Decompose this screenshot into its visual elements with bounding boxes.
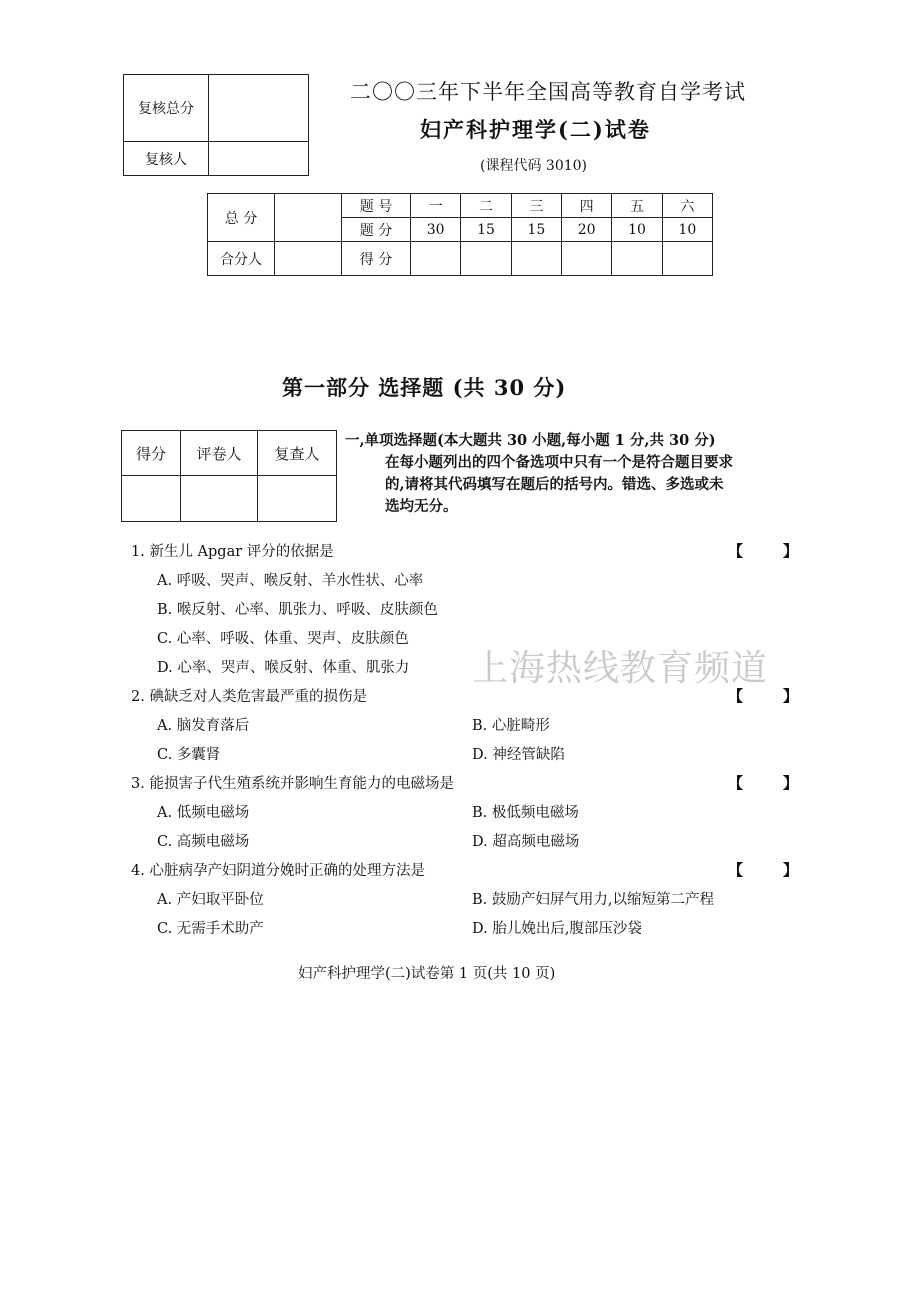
total-cell [275, 194, 342, 242]
score-4 [561, 242, 611, 276]
section-instructions [345, 430, 810, 518]
grader-label: 评卷人 [181, 431, 258, 476]
col-6: 六 [662, 194, 712, 218]
combiner-cell [275, 242, 342, 276]
combiner-label: 合分人 [208, 242, 275, 276]
question-1-stem: 1. 新生儿 Apgar 评分的依据是 [131, 544, 334, 560]
section-line: 在每小题列出的四个备选项中只有一个是符合题目要求 [385, 454, 733, 471]
score-1 [411, 242, 461, 276]
question-3-stem: 3. 能损害子代生殖系统并影响生育能力的电磁场是 [131, 776, 454, 792]
section-line: 的,请将其代码填写在题后的括号内。错选、多选或未 [385, 476, 724, 493]
col-1: 一 [411, 194, 461, 218]
grader-cell [181, 476, 258, 522]
bracket-open: 【 [728, 861, 744, 879]
score-2 [461, 242, 511, 276]
question-4-option-b: B. 鼓励产妇屏气用力,以缩短第二产程 [472, 892, 714, 908]
question-4-option-c: C. 无需手术助产 [157, 921, 264, 937]
rechecker-label: 复查人 [258, 431, 337, 476]
points-1: 30 [411, 218, 461, 242]
question-3-option-a: A. 低频电磁场 [157, 805, 250, 821]
question-number-label: 题 号 [342, 194, 411, 218]
points-2: 15 [461, 218, 511, 242]
section-line: 一,单项选择题(本大题共 30 小题,每小题 1 分,共 30 分) [345, 432, 716, 449]
watermark: 上海热线教育频道 [472, 648, 769, 689]
question-1-option-d: D. 心率、哭声、喉反射、体重、肌张力 [157, 660, 410, 676]
grader-box [121, 430, 337, 522]
score-5 [612, 242, 662, 276]
grade-cell [122, 476, 181, 522]
page-footer: 妇产科护理学(二)试卷第 1 页(共 10 页) [298, 966, 556, 982]
points-6: 10 [662, 218, 712, 242]
score-table [207, 193, 713, 276]
score-label: 得 分 [342, 242, 411, 276]
part-title: 第一部分 选择题 (共 30 分) [282, 375, 567, 400]
question-4-stem: 4. 心脏病孕产妇阴道分娩时正确的处理方法是 [131, 863, 425, 879]
bracket-close: 】 [782, 687, 798, 705]
question-3-option-d: D. 超高频电磁场 [472, 834, 580, 850]
question-3-option-b: B. 极低频电磁场 [472, 805, 579, 821]
bracket-close: 】 [782, 542, 798, 560]
points-5: 10 [612, 218, 662, 242]
col-3: 三 [511, 194, 561, 218]
bracket-close: 】 [782, 861, 798, 879]
reviewer-label: 复核人 [124, 142, 209, 176]
question-2-option-a: A. 脑发育落后 [157, 718, 250, 734]
reviewer-cell [209, 142, 309, 176]
question-2-option-b: B. 心脏畸形 [472, 718, 550, 734]
points-3: 15 [511, 218, 561, 242]
rechecker-cell [258, 476, 337, 522]
section-line: 选均无分。 [385, 498, 458, 515]
col-2: 二 [461, 194, 511, 218]
answer-bracket-2[interactable] [728, 685, 798, 706]
question-4-option-a: A. 产妇取平卧位 [157, 892, 264, 908]
col-5: 五 [612, 194, 662, 218]
answer-bracket-1[interactable] [728, 540, 798, 561]
paper-title: 妇产科护理学(二)试卷 [420, 117, 651, 142]
question-2-option-c: C. 多囊肾 [157, 747, 221, 763]
answer-bracket-4[interactable] [728, 859, 798, 880]
grade-label: 得分 [122, 431, 181, 476]
exam-title: 二〇〇三年下半年全国高等教育自学考试 [350, 80, 746, 104]
total-label: 总 分 [208, 194, 275, 242]
bracket-open: 【 [728, 542, 744, 560]
question-4-option-d: D. 胎儿娩出后,腹部压沙袋 [472, 921, 642, 937]
course-code: (课程代码 3010) [480, 158, 588, 174]
question-1-option-b: B. 喉反射、心率、肌张力、呼吸、皮肤颜色 [157, 602, 438, 618]
points-4: 20 [561, 218, 611, 242]
question-1-option-c: C. 心率、呼吸、体重、哭声、皮肤颜色 [157, 631, 409, 647]
question-1-option-a: A. 呼吸、哭声、喉反射、羊水性状、心率 [157, 573, 424, 589]
review-total-label: 复核总分 [124, 75, 209, 142]
bracket-close: 】 [782, 774, 798, 792]
score-3 [511, 242, 561, 276]
question-3-option-c: C. 高频电磁场 [157, 834, 250, 850]
review-box [123, 74, 309, 176]
question-points-label: 题 分 [342, 218, 411, 242]
score-6 [662, 242, 712, 276]
answer-bracket-3[interactable] [728, 772, 798, 793]
review-total-cell [209, 75, 309, 142]
bracket-open: 【 [728, 687, 744, 705]
col-4: 四 [561, 194, 611, 218]
question-2-stem: 2. 碘缺乏对人类危害最严重的损伤是 [131, 689, 367, 705]
bracket-open: 【 [728, 774, 744, 792]
question-2-option-d: D. 神经管缺陷 [472, 747, 565, 763]
